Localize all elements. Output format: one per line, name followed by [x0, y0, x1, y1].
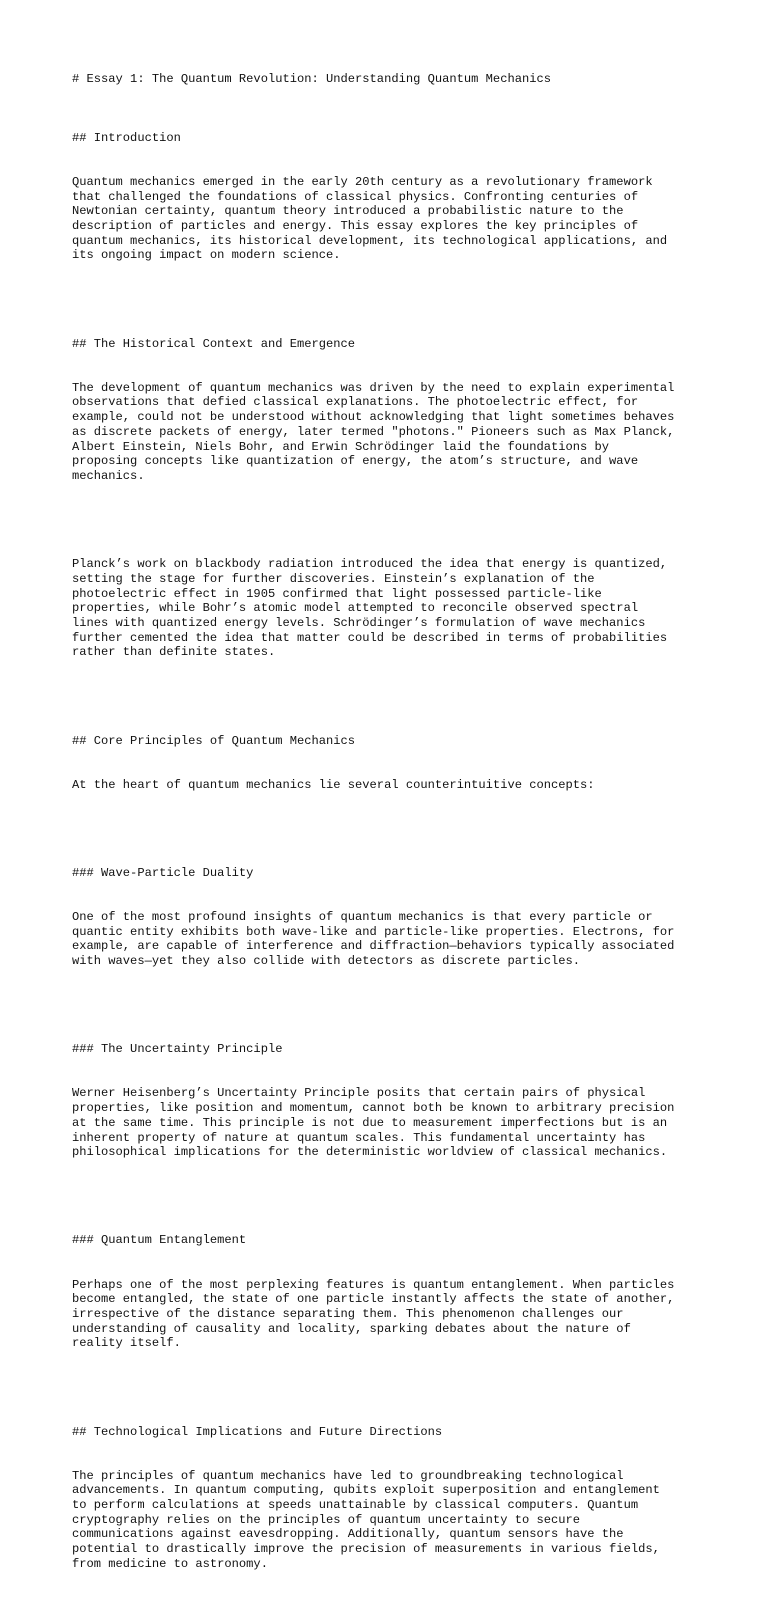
subsection-uncertainty-principle — [72, 1013, 712, 1189]
section-core-principles — [72, 704, 712, 822]
section-paragraph: Werner Heisenberg’s Uncertainty Principle posits that certain pairs of physical properties, like position and momentum, cannot both be known to arbitrary precision at the same time. This principle is not due to measurement imperfections but is an inherent property of nature at quantum scales. This fundamental uncertainty has philosophical implications for the deterministic worldview of classical mechanics. — [72, 1086, 675, 1160]
section-heading: ## The Historical Context and Emergence — [72, 336, 356, 351]
section-paragraph: The principles of quantum mechanics have led to groundbreaking technological advancements. In quantum computing, qubits exploit superposition and entanglement to perform calculations at speeds unattainable by classical computers. Quantum cryptography relies on the principles of quantum uncertainty to secure communications against eavesdropping. Additionally, quantum sensors have the potential to drastically improve the precision of measurements in various fields, from medicine to astronomy. — [72, 1468, 660, 1571]
subsection-quantum-entanglement — [72, 1204, 712, 1380]
section-paragraph: At the heart of quantum mechanics lie several counterintuitive concepts: — [72, 777, 595, 792]
subsection-heading: ### The Uncertainty Principle — [72, 1042, 283, 1057]
section-heading: ## Technological Implications and Future Directions — [72, 1424, 443, 1439]
subsection-heading: ### Wave-Particle Duality — [72, 865, 254, 880]
section-historical-context — [72, 307, 712, 513]
section-paragraph: Perhaps one of the most perplexing features is quantum entanglement. When particles become entangled, the state of one particle instantly affects the state of another, irrespective of the distance separating them. This phenomenon challenges our understanding of causality and locality, sparking debates about the nature of reality itself. — [72, 1277, 675, 1351]
section-paragraph: The development of quantum mechanics was driven by the need to explain experimental observations that defied classical explanations. The photoelectric effect, for example, could not be understood without acknowledging that light sometimes behaves as discrete packets of energy, later termed "photons." Pioneers such as Max Planck, Albert Einstein, Niels Bohr, and Erwin Schrödinger laid the foundations by proposing concepts like quantization of energy, the atom’s structure, and wave mechanics. — [72, 380, 675, 483]
section-technological-implications — [72, 1395, 712, 1601]
section-introduction — [72, 101, 712, 292]
section-heading: ## Introduction — [72, 130, 181, 145]
section-heading: ## Core Principles of Quantum Mechanics — [72, 733, 356, 748]
subsection-heading: ### Quantum Entanglement — [72, 1233, 247, 1248]
section-paragraph: Planck’s work on blackbody radiation introduced the idea that energy is quantized, setting the stage for further discoveries. Einstein’s explanation of the photoelectric effect in 1905 confirmed that light possessed particle-like properties, while Bohr’s atomic model attempted to reconcile observed spectral lines with quantized energy levels. Schrödinger’s formulation of wave mechanics further cemented the idea that matter could be described in terms of probabilities rather than definite states. — [72, 557, 668, 660]
document-page — [72, 72, 712, 1616]
section-paragraph: Quantum mechanics emerged in the early 20th century as a revolutionary framework that challenged the foundations of classical physics. Confronting centuries of Newtonian certainty, quantum theory introduced a probabilistic nature to the description of particles and energy. This essay explores the key principles of quantum mechanics, its historical development, its technological applications, and its ongoing impact on modern science. — [72, 174, 668, 263]
section-paragraph: One of the most profound insights of quantum mechanics is that every particle or quantic entity exhibits both wave-like and particle-like properties. Electrons, for example, are capable of interference and diffraction—behaviors typically associated with waves—yet they also collide with detectors as discrete particles. — [72, 910, 675, 969]
subsection-wave-particle-duality — [72, 836, 712, 998]
document-title: # Essay 1: The Quantum Revolution: Understanding Quantum Mechanics — [72, 72, 551, 86]
section-historical-context-continued — [72, 528, 712, 690]
